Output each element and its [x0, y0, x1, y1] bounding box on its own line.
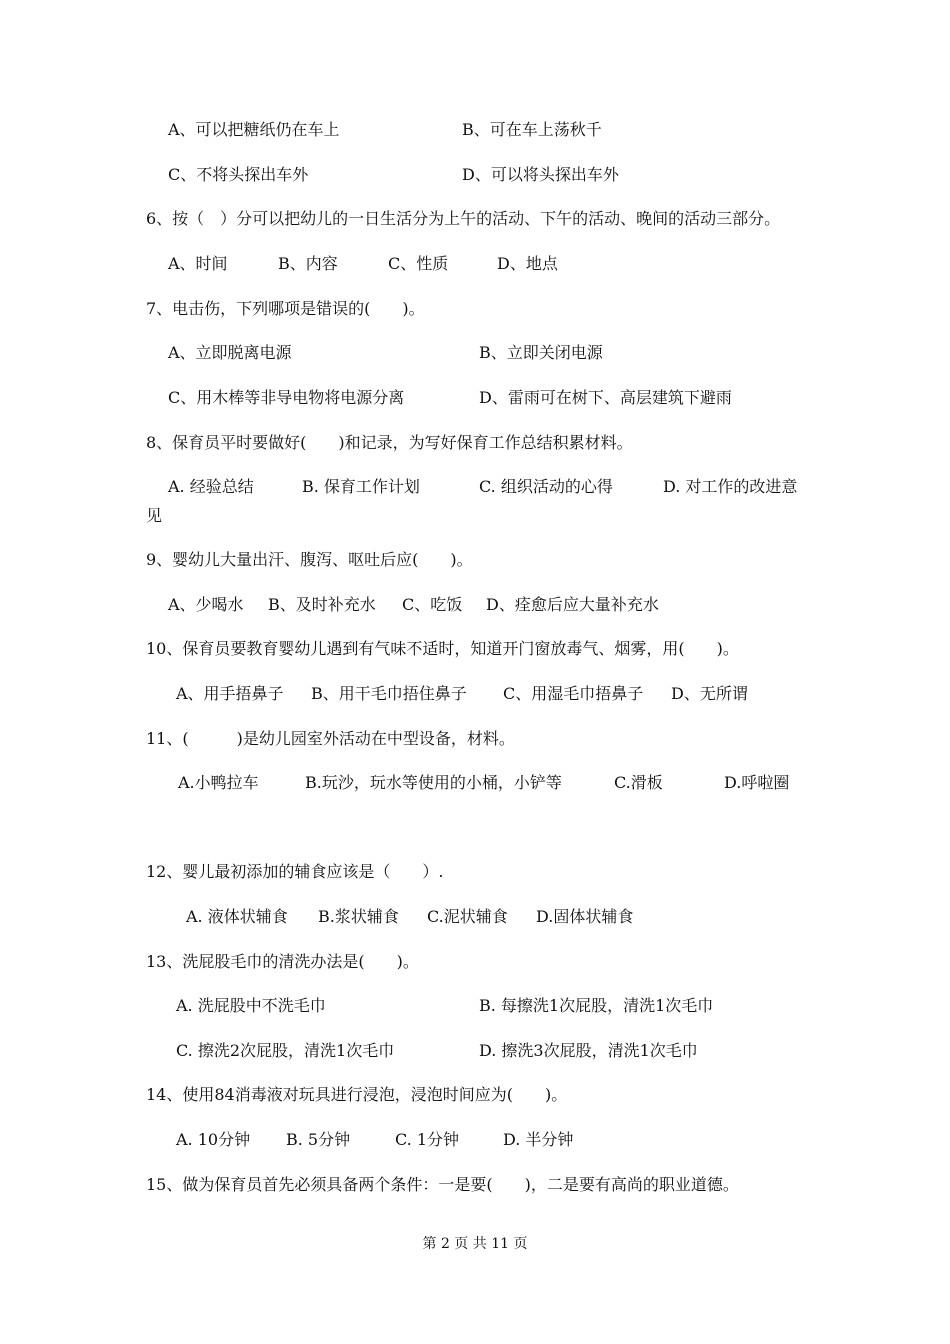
q9-option-b: B、及时补充水: [268, 595, 376, 614]
q8-option-b: B. 保育工作计划: [302, 477, 420, 496]
q5-option-d: D、可以将头探出车外: [462, 165, 619, 184]
q8-stem: 8、保育员平时要做好( )和记录，为写好保育工作总结积累材料。: [146, 433, 633, 452]
q14-stem: 14、使用84消毒液对玩具进行浸泡，浸泡时间应为( )。: [146, 1085, 568, 1104]
q7-option-b: B、立即关闭电源: [479, 343, 603, 362]
page-footer: 第 2 页 共 11 页: [422, 1236, 528, 1252]
q12-stem: 12、婴儿最初添加的辅食应该是（ ）.: [146, 862, 444, 881]
q10-stem: 10、保育员要教育婴幼儿遇到有气味不适时，知道开门窗放毒气、烟雾，用( )。: [146, 639, 739, 658]
q11-option-b: B.玩沙，玩水等使用的小桶，小铲等: [305, 773, 562, 792]
q13-option-a: A. 洗屁股中不洗毛巾: [176, 996, 326, 1015]
q8-option-d: D. 对工作的改进意: [663, 477, 798, 496]
q10-option-d: D、无所谓: [671, 684, 748, 703]
q13-option-b: B. 每擦洗1次屁股，清洗1次毛巾: [479, 996, 714, 1015]
q14-option-d: D. 半分钟: [503, 1130, 574, 1149]
q12-option-c: C.泥状辅食: [427, 907, 508, 926]
q10-option-c: C、用湿毛巾捂鼻子: [503, 684, 644, 703]
q9-option-c: C、吃饭: [402, 595, 463, 614]
q6-option-d: D、地点: [497, 254, 558, 273]
q7-option-a: A、立即脱离电源: [168, 343, 292, 362]
q8-option-c: C. 组织活动的心得: [479, 477, 613, 496]
q6-stem: 6、按（ ）分可以把幼儿的一日生活分为上午的活动、下午的活动、晚间的活动三部分。: [146, 209, 781, 228]
q11-stem: 11、( )是幼儿园室外活动在中型设备，材料。: [146, 729, 515, 748]
q11-option-a: A.小鸭拉车: [178, 773, 259, 792]
q12-option-d: D.固体状辅食: [536, 907, 634, 926]
q6-option-a: A、时间: [168, 254, 228, 273]
q9-option-d: D、痊愈后应大量补充水: [486, 595, 659, 614]
q7-option-c: C、用木棒等非导电物将电源分离: [168, 388, 405, 407]
q13-stem: 13、洗屁股毛巾的清洗办法是( )。: [146, 952, 419, 971]
q10-option-a: A、用手捂鼻子: [176, 684, 284, 703]
q5-option-b: B、可在车上荡秋千: [462, 120, 602, 139]
q7-option-d: D、雷雨可在树下、高层建筑下避雨: [479, 388, 732, 407]
q6-option-c: C、性质: [388, 254, 449, 273]
q13-option-c: C. 擦洗2次屁股，清洗1次毛巾: [176, 1041, 395, 1060]
q12-option-a: A. 液体状辅食: [186, 907, 288, 926]
q8-option-d-wrap: 见: [146, 506, 163, 525]
q11-option-c: C.滑板: [614, 773, 663, 792]
q11-option-d: D.呼啦圈: [724, 773, 790, 792]
q12-option-b: B.浆状辅食: [318, 907, 399, 926]
q6-option-b: B、内容: [278, 254, 338, 273]
q10-option-b: B、用干毛巾捂住鼻子: [311, 684, 467, 703]
q7-stem: 7、电击伤，下列哪项是错误的( )。: [146, 299, 425, 318]
q14-option-b: B. 5分钟: [286, 1130, 351, 1149]
q5-option-a: A、可以把糖纸仍在车上: [168, 120, 340, 139]
q13-option-d: D. 擦洗3次屁股，清洗1次毛巾: [479, 1041, 698, 1060]
q9-stem: 9、婴幼儿大量出汗、腹泻、呕吐后应( )。: [146, 550, 473, 569]
q15-stem: 15、做为保育员首先必须具备两个条件：一是要( )，二是要有高尚的职业道德。: [146, 1175, 739, 1194]
q14-option-c: C. 1分钟: [395, 1130, 460, 1149]
q9-option-a: A、少喝水: [168, 595, 244, 614]
q5-option-c: C、不将头探出车外: [168, 165, 309, 184]
q14-option-a: A. 10分钟: [176, 1130, 251, 1149]
q8-option-a: A. 经验总结: [168, 477, 254, 496]
